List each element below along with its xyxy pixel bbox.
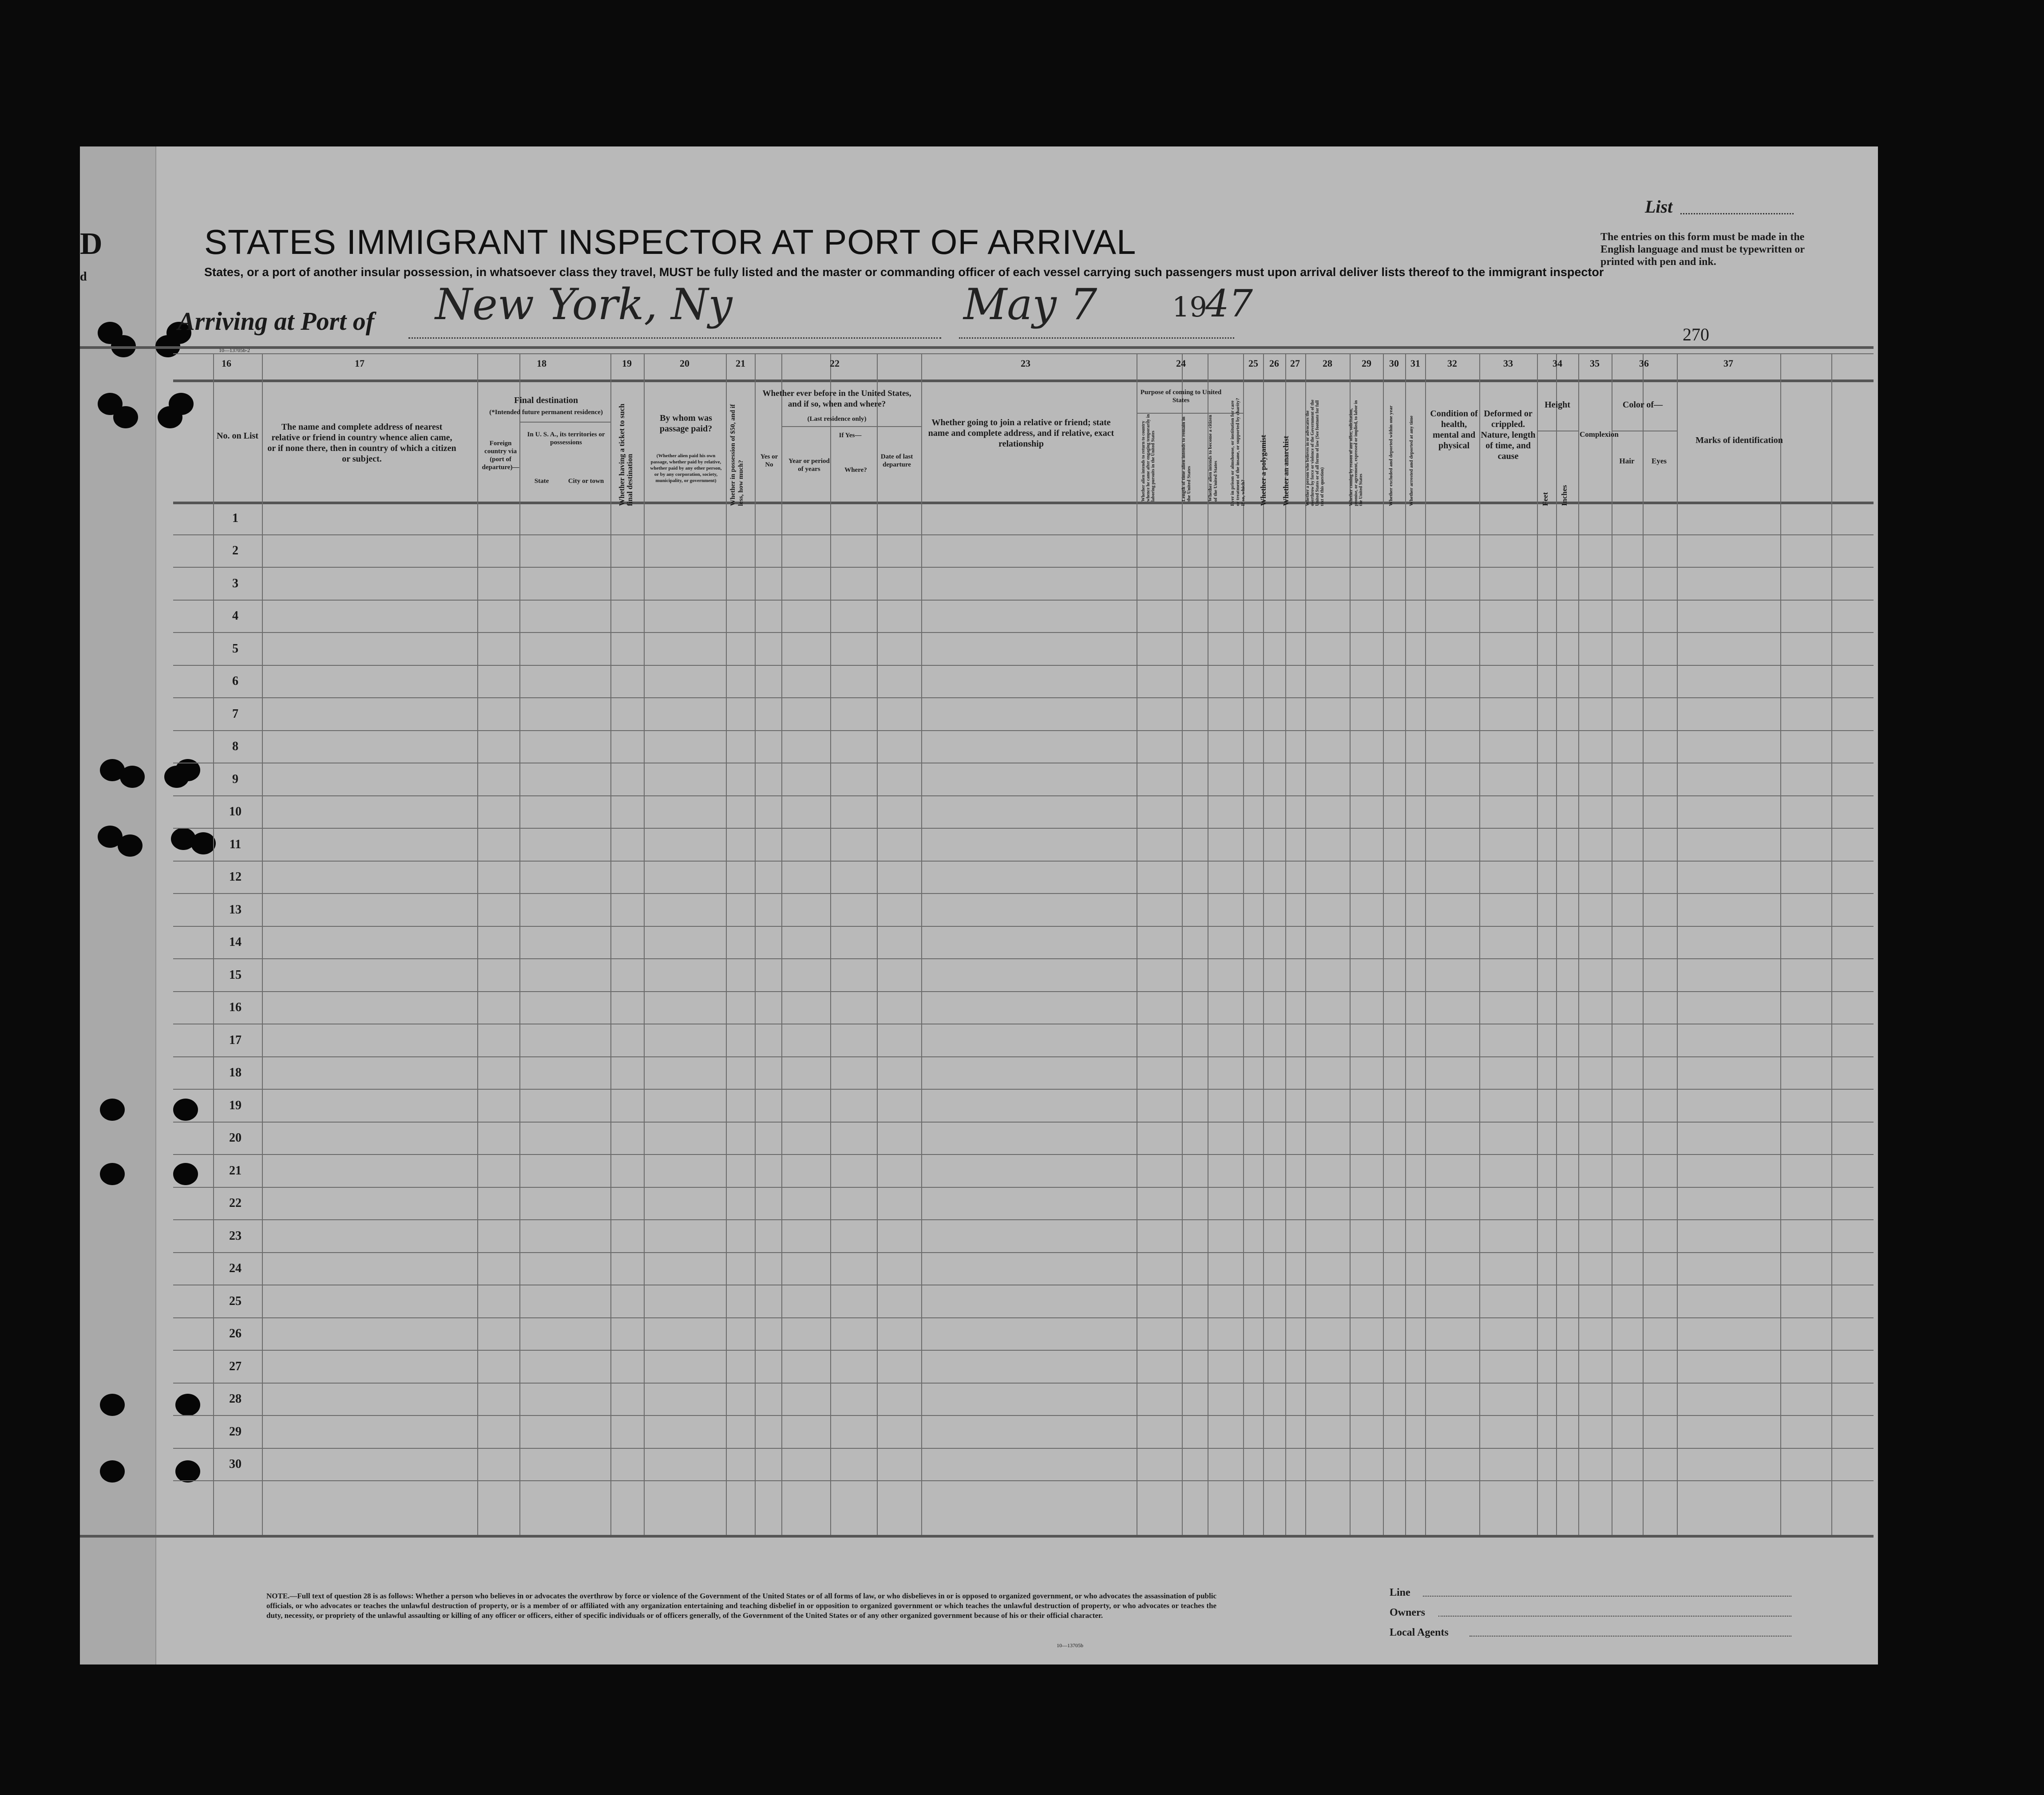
header-purpose-length: Length of time alien intends to remain in the United States (1181, 416, 1192, 502)
header-health: Condition of health, mental and physical (1430, 409, 1478, 451)
grid-line (830, 353, 831, 1535)
grid-line (726, 353, 727, 1535)
row-number: 9 (232, 772, 238, 786)
grid-line (173, 1383, 1874, 1384)
punch-hole (100, 1099, 125, 1121)
grid-line (1780, 353, 1781, 1535)
grid-line (173, 1187, 1874, 1188)
grid-line (1556, 353, 1557, 1535)
grid-line (173, 534, 1874, 535)
grid-line (173, 893, 1874, 894)
grid-line (477, 353, 478, 1535)
row-number: 12 (229, 870, 242, 884)
date-fill-line (959, 337, 1234, 339)
column-number: 35 (1590, 358, 1600, 369)
column-number: 34 (1553, 358, 1562, 369)
column-number: 23 (1021, 358, 1030, 369)
column-number: 31 (1410, 358, 1420, 369)
grid-line (173, 1415, 1874, 1416)
column-number: 30 (1389, 358, 1399, 369)
entries-note: The entries on this form must be made in the English language and must be typewritten or printed with pen and ink. (1600, 231, 1805, 268)
row-number: 11 (229, 838, 242, 851)
header-nearest-relative: The name and complete address of nearest relative or friend in country whence alien came, or if none there, then in country of which a citizen or subject. (267, 422, 456, 464)
footer-form-code: 10—13705b (1057, 1642, 1083, 1649)
grid-line (173, 1219, 1874, 1220)
form-title: STATES IMMIGRANT INSPECTOR AT PORT OF ARRIVAL (204, 222, 1137, 261)
header-polygamist: Whether a polygamist (1259, 435, 1268, 506)
grid-line (173, 1480, 1874, 1481)
row-number: 23 (229, 1229, 242, 1243)
header-purpose: Purpose of coming to United States (1140, 389, 1222, 404)
line-label: Line (1390, 1587, 1410, 1598)
header-date-departure: Date of last departure (880, 453, 913, 468)
column-number: 17 (355, 358, 364, 369)
grid-line (173, 632, 1874, 633)
column-number: 24 (1176, 358, 1186, 369)
row-number: 15 (229, 968, 242, 982)
grid-line (610, 353, 611, 1535)
grid-line (173, 600, 1874, 601)
grid-line (173, 1154, 1874, 1155)
header-fifty-dollars: Whether in possession of $50, and if less, how much? (729, 404, 745, 506)
row-number: 24 (229, 1261, 242, 1275)
row-number: 27 (229, 1360, 242, 1373)
header-prison: Ever in prison or almshouse, or institution for care or treatment of the insane, or supported by charity? If so, which? (1230, 398, 1246, 506)
grid-line (1182, 353, 1183, 1535)
punch-hole (164, 766, 189, 788)
punch-hole (175, 1394, 200, 1416)
local-agents-label: Local Agents (1390, 1627, 1449, 1638)
header-arrested: Whether arrested and deported at any time (1409, 415, 1414, 506)
grid-line (1677, 353, 1678, 1535)
row-number: 1 (232, 511, 238, 525)
row-number: 17 (229, 1033, 242, 1047)
row-number: 6 (232, 674, 238, 688)
row-number: 8 (232, 739, 238, 753)
header-final-destination-note: (*Intended future permanent residence) (489, 409, 603, 416)
grid-line (173, 1252, 1874, 1253)
row-number: 4 (232, 609, 238, 623)
header-purpose-return: Whether alien intends to return to country whence he came after engaging temporarily in laboring pursuits in the United States (1141, 414, 1156, 502)
column-number: 19 (622, 358, 632, 369)
punch-hole (113, 406, 138, 428)
header-no-on-list: No. on List (217, 431, 258, 441)
header-eyes: Eyes (1652, 457, 1667, 465)
date-handwritten: May 7 (963, 280, 1097, 329)
grid-line (1405, 353, 1406, 1535)
punch-hole (100, 1460, 125, 1483)
grid-line (1578, 353, 1579, 1535)
grid-line (173, 697, 1874, 698)
year-printed: 19 (1172, 291, 1207, 323)
punch-hole (158, 406, 182, 428)
grid-line (1285, 353, 1286, 1535)
column-number: 18 (537, 358, 547, 369)
grid-line (173, 502, 1874, 504)
header-labor-offer: Whether coming by reason of any offer, solicitation, promise, or agreement, expressed or implied, to labor in the United States (1349, 400, 1363, 506)
header-if-yes: If Yes— (839, 432, 862, 439)
header-anarchist: Whether an anarchist (1282, 435, 1290, 506)
grid-line (519, 353, 520, 1535)
header-ever-before: Whether ever before in the United States, and if so, when and where? (762, 389, 911, 409)
row-number: 19 (229, 1099, 242, 1112)
manifest-page (80, 146, 1878, 1665)
grid-line (644, 353, 645, 1535)
grid-line (173, 380, 1874, 382)
column-number: 32 (1447, 358, 1457, 369)
grid-line (1643, 353, 1644, 1535)
grid-line (262, 353, 263, 1535)
grid-line (1383, 353, 1384, 1535)
header-complexion: Complexion (1580, 430, 1619, 439)
header-final-destination: Final destination (514, 395, 578, 405)
header-deformed: Deformed or crippled. Nature, length of time, and cause (1481, 409, 1536, 461)
row-number: 18 (229, 1066, 242, 1079)
header-purpose-citizen: Whether alien intends to become a citizen of the United States (1208, 415, 1218, 502)
port-fill-line (408, 337, 941, 339)
grid-line (1479, 353, 1480, 1535)
grid-line (1425, 353, 1426, 1535)
grid-line (173, 828, 1874, 829)
grid-line (781, 353, 782, 1535)
agents-fill (1470, 1636, 1791, 1637)
grid-line (173, 665, 1874, 666)
column-number: 22 (830, 358, 840, 369)
form-code: 10—13705b-2 (219, 347, 250, 353)
port-handwritten: New York, Ny (435, 280, 733, 329)
punch-hole (173, 1163, 198, 1185)
grid-line (1243, 353, 1244, 1535)
column-number: 16 (222, 358, 231, 369)
grid-line (173, 1350, 1874, 1351)
left-stub (80, 146, 156, 1665)
header-city: City or town (568, 478, 604, 485)
header-height: Height (1545, 400, 1570, 410)
grid-line (1305, 353, 1306, 1535)
grid-line (80, 346, 1874, 349)
grid-line (781, 426, 921, 427)
grid-line (173, 795, 1874, 796)
grid-line (213, 353, 214, 1535)
grid-line (173, 991, 1874, 992)
stub-mark-large: D (80, 227, 103, 261)
row-number: 16 (229, 1000, 242, 1014)
row-number: 10 (229, 805, 242, 818)
grid-line (173, 1448, 1874, 1449)
header-marks: Marks of identification (1695, 435, 1783, 445)
row-number: 13 (229, 903, 242, 917)
year-handwritten: 47 (1205, 282, 1253, 325)
grid-line (173, 1056, 1874, 1057)
grid-line (173, 926, 1874, 927)
row-number: 29 (229, 1425, 242, 1439)
punch-hole (100, 1394, 125, 1416)
list-label: List (1645, 197, 1673, 217)
grid-line (877, 353, 878, 1535)
form-subtitle: States, or a port of another insular possession, in whatsoever class they travel, MUST be fully listed and the master or commanding officer of each vessel carrying such passengers must upon arrival deliver lists thereof to the immigrant inspector (204, 265, 1604, 279)
header-state: State (534, 478, 549, 485)
header-passage-note: (Whether alien paid his own passage, whether paid by relative, whether paid by any other person, or by any corporation, society, municipality, or government) (650, 453, 722, 483)
row-number: 7 (232, 707, 238, 721)
port-label: Arriving at Port of (178, 307, 375, 336)
grid-line (1831, 353, 1832, 1535)
header-last-residence: (Last residence only) (807, 415, 867, 423)
row-number: 14 (229, 935, 242, 949)
row-number: 28 (229, 1392, 242, 1406)
row-number: 22 (229, 1196, 242, 1210)
header-foreign-country: Foreign country via (port of departure)— (482, 440, 519, 471)
grid-line (80, 1535, 1874, 1538)
column-number: 33 (1503, 358, 1513, 369)
grid-line (173, 958, 1874, 959)
line-fill (1423, 1596, 1791, 1597)
row-number: 21 (229, 1164, 242, 1178)
column-number: 21 (736, 358, 745, 369)
grid-line (173, 567, 1874, 568)
grid-line (173, 1317, 1874, 1318)
header-hair: Hair (1619, 457, 1635, 465)
header-inches: Inches (1560, 485, 1569, 506)
column-number: 20 (680, 358, 689, 369)
page-number: 270 (1683, 324, 1709, 344)
column-number: 37 (1723, 358, 1733, 369)
footnote-question-28: NOTE.—Full text of question 28 is as follows: Whether a person who believes in or advocates the overthrow by force or violence of the Government of the United States or of all forms of law, or who disbelieves in or is opposed to organized government, or who advocates the assassination of public officials, or who advocates or teaches the unlawful destruction of property, or is a member of or affiliated with any organization entertaining and teaching disbelief in or opposition to organized government or which teaches the unlawful destruction of property, or who advocates or teaches the duty, necessity, or propriety of the unlawful assaulting or killing of any officer or officers, either of specific individuals or of officers generally, of the Government of the United States or of any other organized government because of his or their official character. (266, 1592, 1216, 1620)
owners-label: Owners (1390, 1607, 1425, 1618)
punch-hole (100, 1163, 125, 1185)
grid-line (173, 353, 1874, 354)
header-color-of: Color of— (1622, 400, 1663, 410)
header-yes-no: Yes or No (760, 453, 778, 468)
header-year-period: Year or period of years (788, 458, 830, 473)
column-number: 27 (1290, 358, 1300, 369)
column-number: 28 (1323, 358, 1332, 369)
row-number: 25 (229, 1294, 242, 1308)
column-number: 29 (1362, 358, 1371, 369)
punch-hole (173, 1099, 198, 1121)
header-ticket: Whether having a ticket to such final destination (618, 403, 634, 506)
header-excluded: Whether excluded and deported within one year (1388, 405, 1394, 506)
row-number: 30 (229, 1457, 242, 1471)
grid-line (921, 353, 922, 1535)
column-number: 25 (1248, 358, 1258, 369)
header-question-28: Whether a person who believes in or advocates the overthrow by force or violence of the Government of the United States or of all forms of law (See footnote for full text of this question) (1305, 399, 1325, 506)
header-join-relative: Whether going to join a relative or friend; state name and complete address, and if relative, exact relationship (928, 418, 1114, 449)
grid-line (1350, 353, 1351, 1535)
grid-line (1263, 353, 1264, 1535)
list-fill-line (1680, 213, 1794, 214)
grid-line (519, 422, 610, 423)
stub-mark-small: d (80, 270, 87, 284)
grid-line (173, 730, 1874, 731)
header-in-usa: In U. S. A., its territories or possessions (527, 431, 605, 446)
row-number: 3 (232, 577, 238, 590)
row-number: 20 (229, 1131, 242, 1145)
header-feet: Feet (1541, 492, 1549, 506)
grid-line (173, 861, 1874, 862)
punch-hole (118, 834, 143, 857)
grid-line (173, 1122, 1874, 1123)
header-where: Where? (844, 467, 867, 474)
header-passage-paid: By whom was passage paid? (659, 413, 713, 434)
row-number: 5 (232, 642, 238, 656)
row-number: 26 (229, 1327, 242, 1340)
column-number: 26 (1269, 358, 1279, 369)
row-number: 2 (232, 544, 238, 557)
owners-fill (1438, 1616, 1791, 1617)
punch-hole (175, 1460, 200, 1483)
punch-hole (120, 766, 145, 788)
grid-line (173, 1089, 1874, 1090)
column-number: 36 (1639, 358, 1649, 369)
grid-line (1537, 353, 1538, 1535)
punch-hole (191, 832, 216, 854)
grid-line (755, 353, 756, 1535)
